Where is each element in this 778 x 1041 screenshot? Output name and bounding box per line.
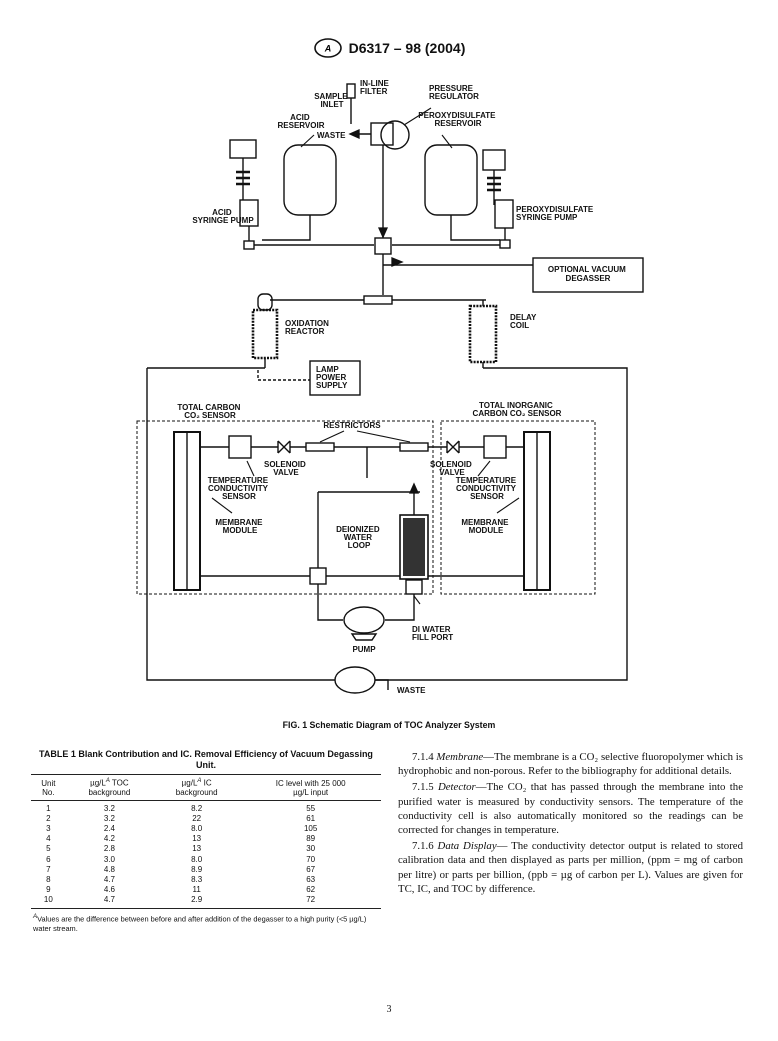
label-membrane-left: MEMBRANE MODULE bbox=[215, 518, 263, 535]
table-row bbox=[31, 834, 381, 844]
toc-schematic-diagram bbox=[0, 60, 778, 710]
table-body bbox=[31, 800, 381, 908]
table-cell: 8.2 bbox=[191, 803, 203, 813]
table-cell: 3.0 bbox=[103, 854, 115, 864]
table-cell: 9 bbox=[46, 885, 51, 895]
table-cell: 7 bbox=[46, 864, 51, 874]
label-temp-sensor-left: TEMPERATURE CONDUCTIVITY SENSOR bbox=[207, 476, 269, 501]
table-cell: 89 bbox=[306, 834, 316, 844]
table-cell: 3.2 bbox=[103, 803, 115, 813]
section-paragraph: 7.1.5 Detector—The CO₂ that has passed through the membrane into the purified water is measured by conductivity sensors. The temperature of the conductivity cell is also automatically monitored so the readings can be corrected for changes in temperature. bbox=[398, 781, 743, 837]
table-header-cell: $\mu g/L^A$ IC background bbox=[153, 775, 240, 801]
label-di-fill-port: DI WATER FILL PORT bbox=[412, 625, 454, 642]
table-cell: 61 bbox=[306, 813, 316, 823]
table-header-cell: Unit No. bbox=[31, 775, 66, 801]
label-solenoid-left: SOLENOID VALVE bbox=[263, 460, 306, 477]
table-cell: 8.9 bbox=[191, 864, 203, 874]
table-row bbox=[31, 800, 381, 814]
table-footnote: $^A$Values are the difference between before and after addition of the degasser to a high purity (<5 µg/L) water stream. bbox=[33, 912, 367, 933]
table-cell: 72 bbox=[240, 895, 381, 908]
table-cell: 3 bbox=[46, 824, 51, 834]
label-tc-sensor: TOTAL CARBON CO₂ SENSOR bbox=[177, 403, 241, 420]
table-cell: 4 bbox=[46, 834, 51, 844]
table-cell: 70 bbox=[306, 854, 316, 864]
label-restrictors: RESTRICTORS bbox=[323, 421, 381, 430]
table-cell: 105 bbox=[303, 824, 318, 834]
label-waste-top: WASTE bbox=[317, 131, 346, 140]
table-row bbox=[31, 855, 381, 865]
table-cell: 30 bbox=[306, 844, 316, 854]
table-row bbox=[31, 865, 381, 875]
table-row bbox=[31, 895, 381, 908]
table-cell: 67 bbox=[306, 864, 316, 874]
label-tic-sensor: TOTAL INORGANIC CARBON CO₂ SENSOR bbox=[472, 401, 562, 418]
table-cell: 4.7 bbox=[103, 875, 115, 885]
table-row bbox=[31, 824, 381, 834]
solenoid-valve-right bbox=[447, 441, 459, 453]
oxidation-reactor-coil bbox=[253, 310, 277, 358]
table-cell: 13 bbox=[192, 834, 202, 844]
delay-coil bbox=[470, 306, 496, 362]
table-header-cell: IC level with 25 000 µg/L input bbox=[240, 775, 381, 801]
table-cell: 2.8 bbox=[103, 844, 115, 854]
table-cell: 55 bbox=[306, 803, 316, 813]
acid-reservoir-icon bbox=[284, 145, 336, 215]
di-fill-port bbox=[406, 580, 422, 594]
table-cell: 10 bbox=[31, 895, 66, 908]
label-solenoid-right: SOLENOID VALVE bbox=[429, 460, 472, 477]
table-title: TABLE 1 Blank Contribution and IC. Removal Efficiency of Vacuum Degassing Unit. bbox=[39, 749, 373, 770]
restrictor-right bbox=[400, 443, 428, 451]
label-lamp-power-supply: LAMP POWER SUPPLY bbox=[316, 365, 348, 390]
table-header-row bbox=[31, 775, 381, 801]
figure-caption: FIG. 1 Schematic Diagram of TOC Analyzer System bbox=[282, 720, 496, 730]
table-row bbox=[31, 814, 381, 824]
label-waste-bottom: WASTE bbox=[397, 686, 426, 695]
table-cell: 4.7 bbox=[66, 895, 153, 908]
peroxy-pump-motor-icon bbox=[483, 150, 505, 170]
table-cell: 1 bbox=[46, 803, 51, 813]
label-pressure-regulator: PRESSURE REGULATOR bbox=[429, 84, 479, 101]
standard-code: D6317 – 98 (2004) bbox=[348, 40, 466, 56]
page-header bbox=[0, 38, 778, 58]
table-cell: 3.2 bbox=[103, 813, 115, 823]
pump-icon bbox=[344, 607, 384, 633]
table-cell: 5 bbox=[46, 844, 51, 854]
table-cell: 4.2 bbox=[103, 834, 115, 844]
label-acid-syringe-pump: ACID SYRINGE PUMP bbox=[192, 208, 254, 225]
label-peroxy-syringe-pump: PEROXYDISULFATE SYRINGE PUMP bbox=[516, 205, 594, 222]
table-cell: 22 bbox=[192, 813, 202, 823]
label-peroxy-reservoir: PEROXYDISULFATE RESERVOIR bbox=[418, 111, 496, 128]
table-row bbox=[31, 844, 381, 854]
table-cell: 8.3 bbox=[191, 875, 203, 885]
table-cell: 4.8 bbox=[103, 864, 115, 874]
svg-text:A: A bbox=[324, 43, 331, 54]
table-row bbox=[31, 885, 381, 895]
label-oxidation-reactor: OXIDATION REACTOR bbox=[285, 319, 329, 336]
table-cell: 11 bbox=[192, 885, 201, 895]
peroxydisulfate-reservoir-icon bbox=[425, 145, 477, 215]
table-cell: 8.0 bbox=[191, 824, 203, 834]
data-table bbox=[31, 774, 381, 909]
label-membrane-right: MEMBRANE MODULE bbox=[461, 518, 509, 535]
label-inline-filter: IN-LINE FILTER bbox=[360, 79, 389, 96]
table-cell: 2.9 bbox=[153, 895, 240, 908]
label-acid-reservoir: ACID RESERVOIR bbox=[277, 113, 325, 130]
label-temp-sensor-right: TEMPERATURE CONDUCTIVITY SENSOR bbox=[455, 476, 517, 501]
page-number: 3 bbox=[386, 1004, 392, 1015]
table-row bbox=[31, 875, 381, 885]
table-cell: 13 bbox=[192, 844, 202, 854]
label-vacuum-degasser: OPTIONAL VACUUM DEGASSER bbox=[547, 265, 626, 283]
solenoid-valve-left bbox=[278, 441, 290, 453]
body-text-column bbox=[398, 750, 743, 898]
table-cell: 62 bbox=[306, 885, 316, 895]
table-cell: 8.0 bbox=[191, 854, 203, 864]
waste-pump-icon bbox=[335, 667, 375, 693]
astm-logo-icon bbox=[313, 38, 343, 58]
table-header-cell: $\mu g/L^A$ TOC background bbox=[66, 775, 153, 801]
table-cell: 63 bbox=[306, 875, 316, 885]
pressure-regulator-icon bbox=[381, 121, 409, 149]
temp-conductivity-sensor-right bbox=[484, 436, 506, 458]
table-cell: 2 bbox=[46, 813, 51, 823]
temp-conductivity-sensor-left bbox=[229, 436, 251, 458]
label-delay-coil: DELAY COIL bbox=[510, 313, 537, 330]
cross-junction bbox=[375, 238, 391, 254]
table-cell: 4.6 bbox=[103, 885, 115, 895]
label-pump: PUMP bbox=[352, 645, 376, 654]
label-sample-inlet: SAMPLE INLET bbox=[314, 92, 348, 109]
section-paragraph: 7.1.6 Data Display— The conductivity detector output is related to stored calibration data and then displayed as parts per million, (ppm = mg of carbon per litre) or parts per billion, (ppb = µg of carbon per L). Values are given for TC, IC, and TOC by difference. bbox=[398, 840, 743, 895]
section-paragraph: 7.1.4 Membrane—The membrane is a CO₂ selective fluoropolymer which is hydrophobic and non-porous. Refer to the bibliography for additional details. bbox=[398, 751, 743, 778]
table-cell: 6 bbox=[46, 854, 51, 864]
table-cell: 8 bbox=[46, 875, 51, 885]
restrictor-left bbox=[306, 443, 334, 451]
table-cell: 2.4 bbox=[103, 824, 115, 834]
table-1 bbox=[31, 749, 381, 933]
acid-pump-motor-icon bbox=[230, 140, 256, 158]
label-di-water-loop: DEIONIZED WATER LOOP bbox=[336, 525, 380, 550]
